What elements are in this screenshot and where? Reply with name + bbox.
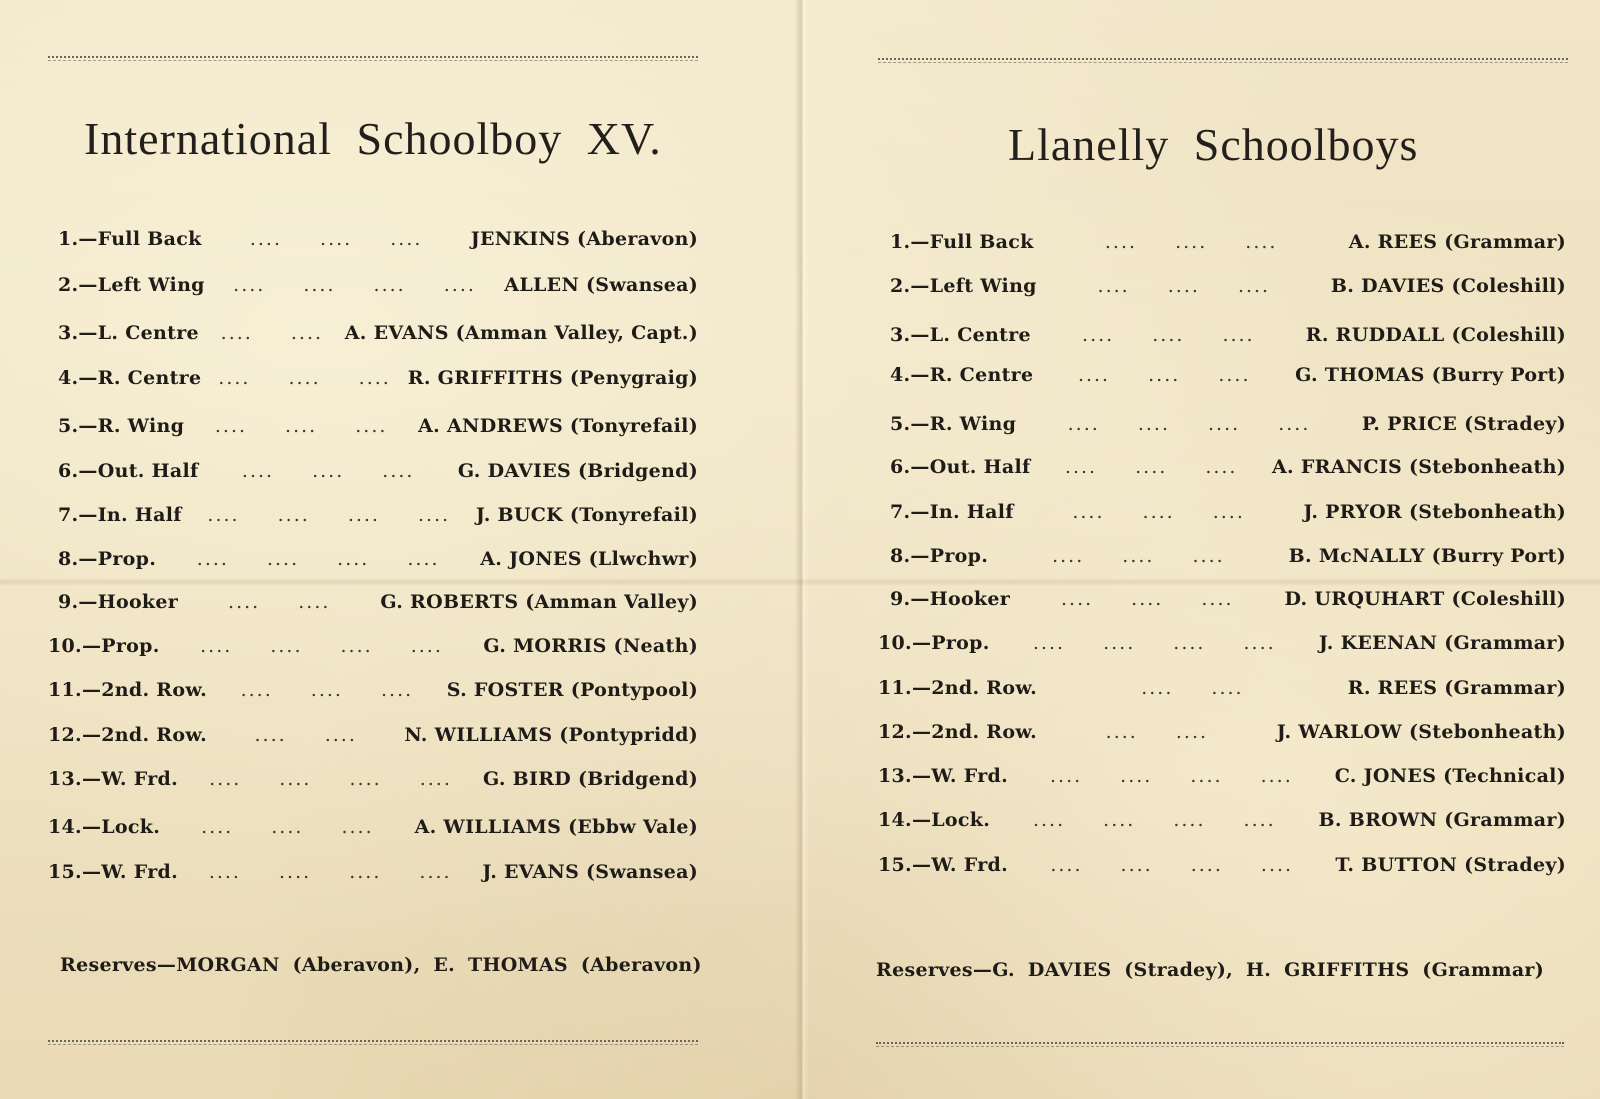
player-name: N. WILLIAMS (Pontypridd) (404, 724, 698, 746)
player-name: J. PRYOR (Stebonheath) (1303, 501, 1566, 523)
team-row (890, 231, 1566, 253)
leader-dots: .... .... .... .... (209, 768, 452, 790)
position-label: 9.—Hooker (890, 588, 1011, 610)
position-label: 12.—2nd. Row. (48, 724, 208, 746)
position-label: 11.—2nd. Row. (878, 677, 1038, 699)
team-row (48, 724, 698, 746)
leader-dots: .... .... .... .... (207, 504, 451, 526)
player-name: R. RUDDALL (Coleshill) (1305, 324, 1566, 346)
leader-dots: .... .... .... (214, 415, 388, 437)
team-row (878, 809, 1566, 831)
position-label: 7.—In. Half (890, 501, 1014, 523)
team-row (48, 768, 698, 790)
player-name: A. JONES (Llwchwr) (480, 548, 698, 570)
position-label: 2.—Left Wing (58, 274, 205, 296)
top-ornament-rule (878, 58, 1568, 60)
leader-dots: .... .... (254, 724, 357, 746)
team-row (48, 816, 698, 838)
reserves-line: Reserves—MORGAN (Aberavon), E. THOMAS (Aberavon) (60, 954, 702, 976)
player-name: B. DAVIES (Coleshill) (1330, 275, 1566, 297)
position-label: 3.—L. Centre (58, 322, 199, 344)
right-panel (800, 0, 1600, 1099)
position-label: 14.—Lock. (48, 816, 161, 838)
team-row (48, 679, 698, 701)
leader-dots: .... .... .... (218, 367, 391, 389)
player-name: G. ROBERTS (Amman Valley) (380, 591, 698, 613)
player-name: A. ANDREWS (Tonyrefail) (418, 415, 698, 437)
leader-dots: .... .... .... .... (208, 861, 452, 883)
position-label: 8.—Prop. (58, 548, 157, 570)
position-label: 6.—Out. Half (58, 460, 199, 482)
team-row (878, 632, 1566, 654)
position-label: 10.—Prop. (878, 632, 990, 654)
player-name: A. EVANS (Amman Valley, Capt.) (344, 322, 698, 344)
team-row (890, 275, 1566, 297)
team-row (58, 367, 698, 389)
team-row (48, 635, 698, 657)
player-name: G. MORRIS (Neath) (483, 635, 698, 657)
position-label: 1.—Full Back (890, 231, 1034, 253)
position-label: 4.—R. Centre (58, 367, 202, 389)
leader-dots: .... .... .... (249, 228, 423, 250)
leader-dots: .... .... .... .... (200, 635, 443, 657)
player-name: D. URQUHART (Coleshill) (1284, 588, 1566, 610)
leader-dots: .... .... .... .... (1067, 413, 1311, 435)
player-name: R. REES (Grammar) (1347, 677, 1566, 699)
position-label: 9.—Hooker (58, 591, 179, 613)
team-row (48, 861, 698, 883)
team-row (890, 413, 1566, 435)
player-name: JENKINS (Aberavon) (470, 228, 698, 250)
position-label: 4.—R. Centre (890, 364, 1034, 386)
player-name: G. DAVIES (Bridgend) (457, 460, 698, 482)
leader-dots: .... .... .... .... (1050, 854, 1294, 876)
position-label: 15.—W. Frd. (48, 861, 179, 883)
team-row (878, 721, 1566, 743)
position-label: 12.—2nd. Row. (878, 721, 1038, 743)
leader-dots: .... .... .... (240, 679, 414, 701)
team-row (58, 504, 698, 526)
team-row (890, 501, 1566, 523)
position-label: 2.—Left Wing (890, 275, 1037, 297)
position-label: 7.—In. Half (58, 504, 182, 526)
position-label: 8.—Prop. (890, 545, 989, 567)
leader-dots: .... .... .... (1077, 364, 1251, 386)
player-name: J. BUCK (Tonyrefail) (475, 504, 698, 526)
leader-dots: .... .... .... .... (1032, 632, 1276, 654)
leader-dots: .... .... .... (201, 816, 374, 838)
player-name: J. EVANS (Swansea) (482, 861, 698, 883)
team-row (878, 765, 1566, 787)
leader-dots: .... .... .... .... (1049, 765, 1293, 787)
leader-dots: .... .... .... (1052, 545, 1225, 567)
player-name: P. PRICE (Stradey) (1361, 413, 1566, 435)
team-title: Llanelly Schoolboys (1008, 119, 1419, 170)
bottom-ornament-rule (48, 1040, 698, 1042)
team-row (58, 460, 698, 482)
player-name: ALLEN (Swansea) (504, 274, 698, 296)
position-label: 11.—2nd. Row. (48, 679, 208, 701)
team-row (58, 548, 698, 570)
position-label: 6.—Out. Half (890, 456, 1031, 478)
position-label: 5.—R. Wing (890, 413, 1017, 435)
reserves-line: Reserves—G. DAVIES (Stradey), H. GRIFFITHS (Grammar) (876, 959, 1545, 981)
position-label: 1.—Full Back (58, 228, 202, 250)
team-row (878, 854, 1566, 876)
team-row (58, 274, 698, 296)
player-name: B. McNALLY (Burry Port) (1288, 545, 1566, 567)
position-label: 14.—Lock. (878, 809, 991, 831)
leader-dots: .... .... (1141, 677, 1244, 699)
player-name: T. BUTTON (Stradey) (1335, 854, 1566, 876)
team-row (58, 415, 698, 437)
team-title: International Schoolboy XV. (84, 113, 662, 164)
team-row (58, 322, 698, 344)
leader-dots: .... .... .... (1060, 588, 1234, 610)
team-row (890, 456, 1566, 478)
player-name: S. FOSTER (Pontypool) (446, 679, 698, 701)
player-name: B. BROWN (Grammar) (1318, 809, 1566, 831)
position-label: 5.—R. Wing (58, 415, 185, 437)
bottom-ornament-rule (876, 1042, 1564, 1044)
player-name: A. WILLIAMS (Ebbw Vale) (414, 816, 698, 838)
leader-dots: .... .... .... (1064, 456, 1238, 478)
team-row (890, 588, 1566, 610)
leader-dots: .... .... .... (1072, 501, 1245, 523)
leader-dots: .... .... .... .... (233, 274, 476, 296)
leader-dots: .... .... .... (1104, 231, 1278, 253)
leader-dots: .... .... (220, 322, 324, 344)
leader-dots: .... .... .... (1082, 324, 1255, 346)
leader-dots: .... .... .... .... (1032, 809, 1276, 831)
team-row (58, 591, 698, 613)
leader-dots: .... .... (228, 591, 331, 613)
player-name: C. JONES (Technical) (1334, 765, 1566, 787)
player-name: G. BIRD (Bridgend) (482, 768, 698, 790)
leader-dots: .... .... .... (241, 460, 415, 482)
player-name: A. REES (Grammar) (1348, 231, 1566, 253)
team-row (878, 677, 1566, 699)
leader-dots: .... .... (1105, 721, 1209, 743)
player-name: G. THOMAS (Burry Port) (1295, 364, 1566, 386)
team-row (890, 364, 1566, 386)
position-label: 13.—W. Frd. (878, 765, 1009, 787)
player-name: A. FRANCIS (Stebonheath) (1271, 456, 1566, 478)
position-label: 15.—W. Frd. (878, 854, 1009, 876)
top-ornament-rule (48, 56, 698, 58)
player-name: J. WARLOW (Stebonheath) (1276, 721, 1566, 743)
player-name: J. KEENAN (Grammar) (1318, 632, 1566, 654)
player-name: R. GRIFFITHS (Penygraig) (407, 367, 698, 389)
leader-dots: .... .... .... (1097, 275, 1271, 297)
leader-dots: .... .... .... .... (196, 548, 440, 570)
team-row (58, 228, 698, 250)
team-row (890, 545, 1566, 567)
position-label: 13.—W. Frd. (48, 768, 179, 790)
team-row (890, 324, 1566, 346)
position-label: 3.—L. Centre (890, 324, 1031, 346)
position-label: 10.—Prop. (48, 635, 160, 657)
